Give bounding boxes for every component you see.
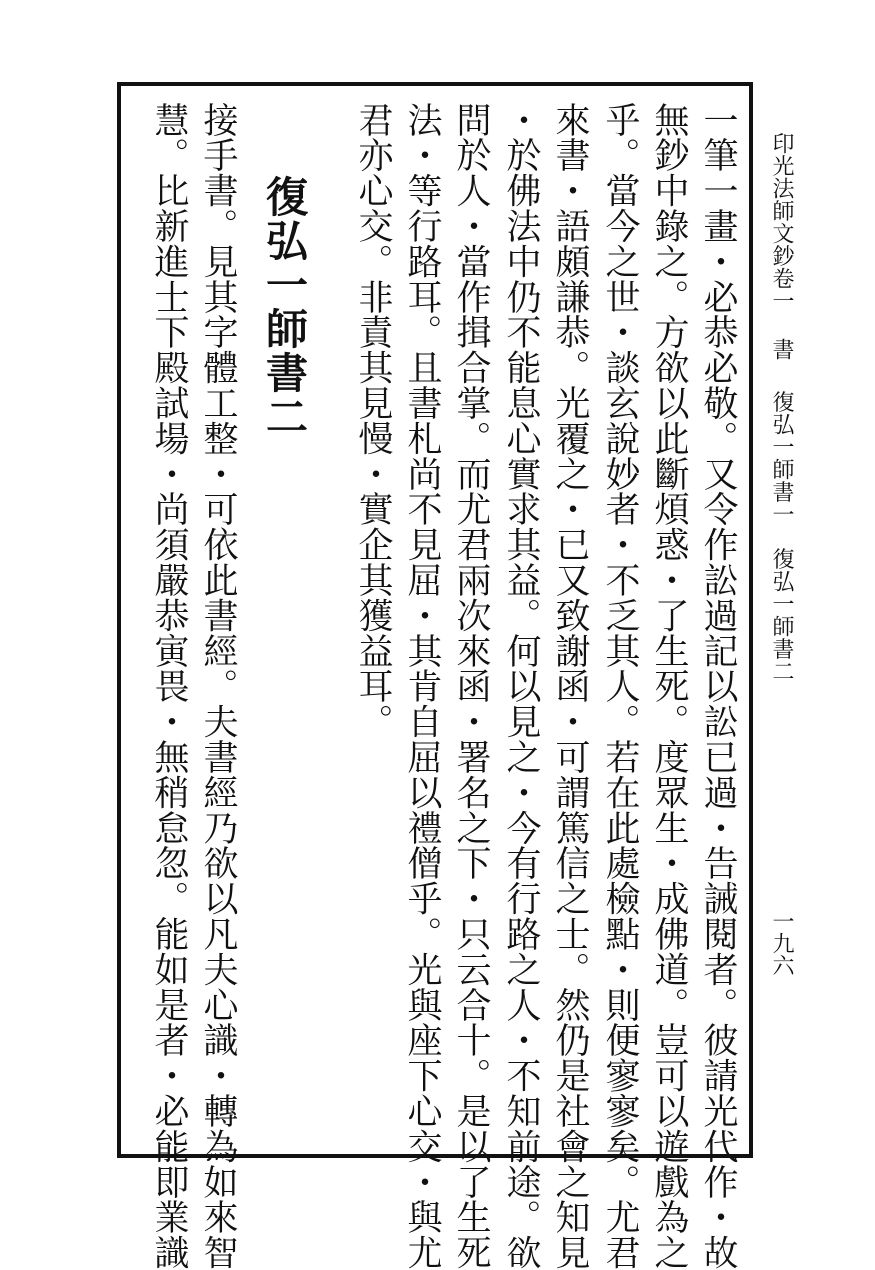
header-chapter-1: 復弘一師書一 (769, 390, 794, 526)
header-chapter-2: 復弘一師書二 (769, 547, 794, 683)
text-column: 來書・語頗謙恭。光覆之・已又致謝函・可謂篤信之士。然仍是社會之知見 (550, 102, 590, 1270)
running-header (770, 132, 792, 683)
text-column: ・於佛法中仍不能息心實求其益。何以見之・今有行路之人・不知前途。欲 (501, 102, 541, 1270)
text-column: 慧。比新進士下殿試場・尚須嚴恭寅畏・無稍怠忽。能如是者・必能即業識 (149, 102, 189, 1270)
page-number: 一九六 (769, 910, 794, 976)
text-column: 法・等行路耳。且書札尚不見屈・其肯自屈以禮僧乎。光與座下心交・與尤 (402, 102, 442, 1270)
text-column: 一筆一畫・必恭必敬。又令作訟過記以訟已過・告誡閱者。彼請光代作・故 (698, 102, 738, 1270)
text-column: 君亦心交。非責其見慢・實企其獲益耳。 (353, 102, 393, 740)
text-column: 無鈔中錄之。方欲以此斷煩惑・了生死。度眾生・成佛道。豈可以遊戲為之 (649, 102, 689, 1270)
header-book-title: 印光法師文鈔卷一 (769, 132, 794, 312)
letter-title: 復弘一師書二 (260, 175, 309, 439)
text-column: 乎。當今之世・談玄說妙者・不乏其人。若在此處檢點・則便寥寥矣。尤君 (600, 102, 640, 1270)
text-column: 問於人・當作揖合掌。而尤君兩次來函・署名之下・只云合十。是以了生死 (451, 102, 491, 1270)
text-column: 接手書。見其字體工整・可依此書經。夫書經乃欲以凡夫心識・轉為如來智 (198, 102, 238, 1270)
header-section: 書 (769, 338, 794, 361)
